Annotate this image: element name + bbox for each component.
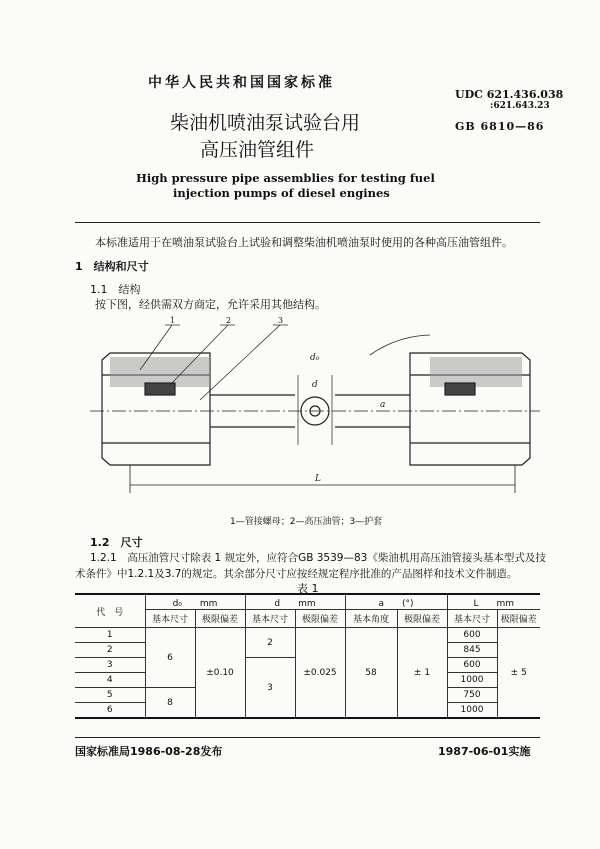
sub-header: 极限偏差	[195, 610, 245, 628]
section-1-2-1-b: 术条件》中1.2.1及3.7的规定。其余部分尺寸应按经规定程序批准的产品图样和技术文件制造。	[75, 568, 518, 580]
cell: 750	[447, 688, 497, 703]
cell: 6	[145, 628, 195, 688]
cell: 5	[75, 688, 145, 703]
cell: 8	[145, 688, 195, 719]
sub-header: 极限偏差	[497, 610, 540, 628]
right-nut	[410, 353, 530, 465]
cell: 1000	[447, 703, 497, 719]
cell: 6	[75, 703, 145, 719]
label-3: 3	[278, 316, 284, 325]
cell: 600	[447, 628, 497, 643]
col-a: a (°)	[345, 594, 447, 610]
cell: ± 1	[397, 628, 447, 719]
cell: 845	[447, 643, 497, 658]
section-1-1-text: 按下图，经供需双方商定，允许采用其他结构。	[95, 298, 326, 311]
table-row	[75, 628, 540, 643]
label-d0: d₀	[310, 353, 320, 363]
col-d0: d₀ mm	[145, 594, 245, 610]
col-code: 代 号	[75, 594, 145, 628]
udc-code-2: :621.643.23	[490, 101, 550, 111]
national-standard-header: 中华人民共和国国家标准	[148, 75, 335, 91]
cell: 4	[75, 673, 145, 688]
footer-rule	[75, 737, 540, 738]
pipe	[90, 395, 540, 427]
label-a: a	[380, 400, 386, 410]
cell: 2	[245, 628, 295, 658]
col-L: L mm	[447, 594, 540, 610]
udc-code: UDC 621.436.038	[455, 88, 564, 101]
title-en-2: injection pumps of diesel engines	[173, 186, 390, 200]
cell: ± 5	[497, 628, 540, 719]
label-d: d	[312, 380, 318, 390]
cell: ±0.025	[295, 628, 345, 719]
label-2: 2	[226, 316, 232, 325]
pipe-assembly-drawing	[90, 315, 540, 510]
cell: 3	[75, 658, 145, 673]
sub-header: 基本尺寸	[245, 610, 295, 628]
sub-header: 基本尺寸	[447, 610, 497, 628]
cell: 58	[345, 628, 397, 719]
cell: ±0.10	[195, 628, 245, 719]
standard-number: GB 6810—86	[455, 120, 545, 133]
cell: 1	[75, 628, 145, 643]
figure-caption: 1—管接螺母；2—高压油管；3—护套	[230, 517, 383, 527]
effective-date: 1987-06-01实施	[438, 745, 531, 758]
cell: 600	[447, 658, 497, 673]
label-L: L	[315, 474, 321, 484]
label-1: 1	[170, 316, 176, 325]
title-zh-1: 柴油机喷油泵试验台用	[170, 112, 361, 134]
section-1-1: 1.1 结构	[90, 283, 141, 296]
table-1	[75, 593, 540, 719]
cell: 1000	[447, 673, 497, 688]
header-rule	[75, 222, 540, 223]
title-zh-2: 高压油管组件	[200, 139, 315, 161]
section-1: 1 结构和尺寸	[75, 260, 149, 273]
table-title: 表 1	[297, 582, 319, 595]
cell: 2	[75, 643, 145, 658]
sub-header: 极限偏差	[397, 610, 447, 628]
title-en-1: High pressure pipe assemblies for testing fuel	[136, 171, 435, 185]
cell: 3	[245, 658, 295, 719]
sub-header: 极限偏差	[295, 610, 345, 628]
sub-header: 基本尺寸	[145, 610, 195, 628]
col-d: d mm	[245, 594, 345, 610]
section-1-2-1-a: 1.2.1 高压油管尺寸除表 1 规定外，应符合GB 3539—83《柴油机用高压油管接头基本型式及技	[90, 552, 546, 564]
left-nut	[102, 353, 210, 465]
issued-date: 国家标准局1986-08-28发布	[75, 745, 223, 758]
scope-text: 本标准适用于在喷油泵试验台上试验和调整柴油机喷油泵时使用的各种高压油管组件。	[95, 236, 513, 249]
sub-header: 基本角度	[345, 610, 397, 628]
section-1-2: 1.2 尺寸	[90, 536, 143, 549]
